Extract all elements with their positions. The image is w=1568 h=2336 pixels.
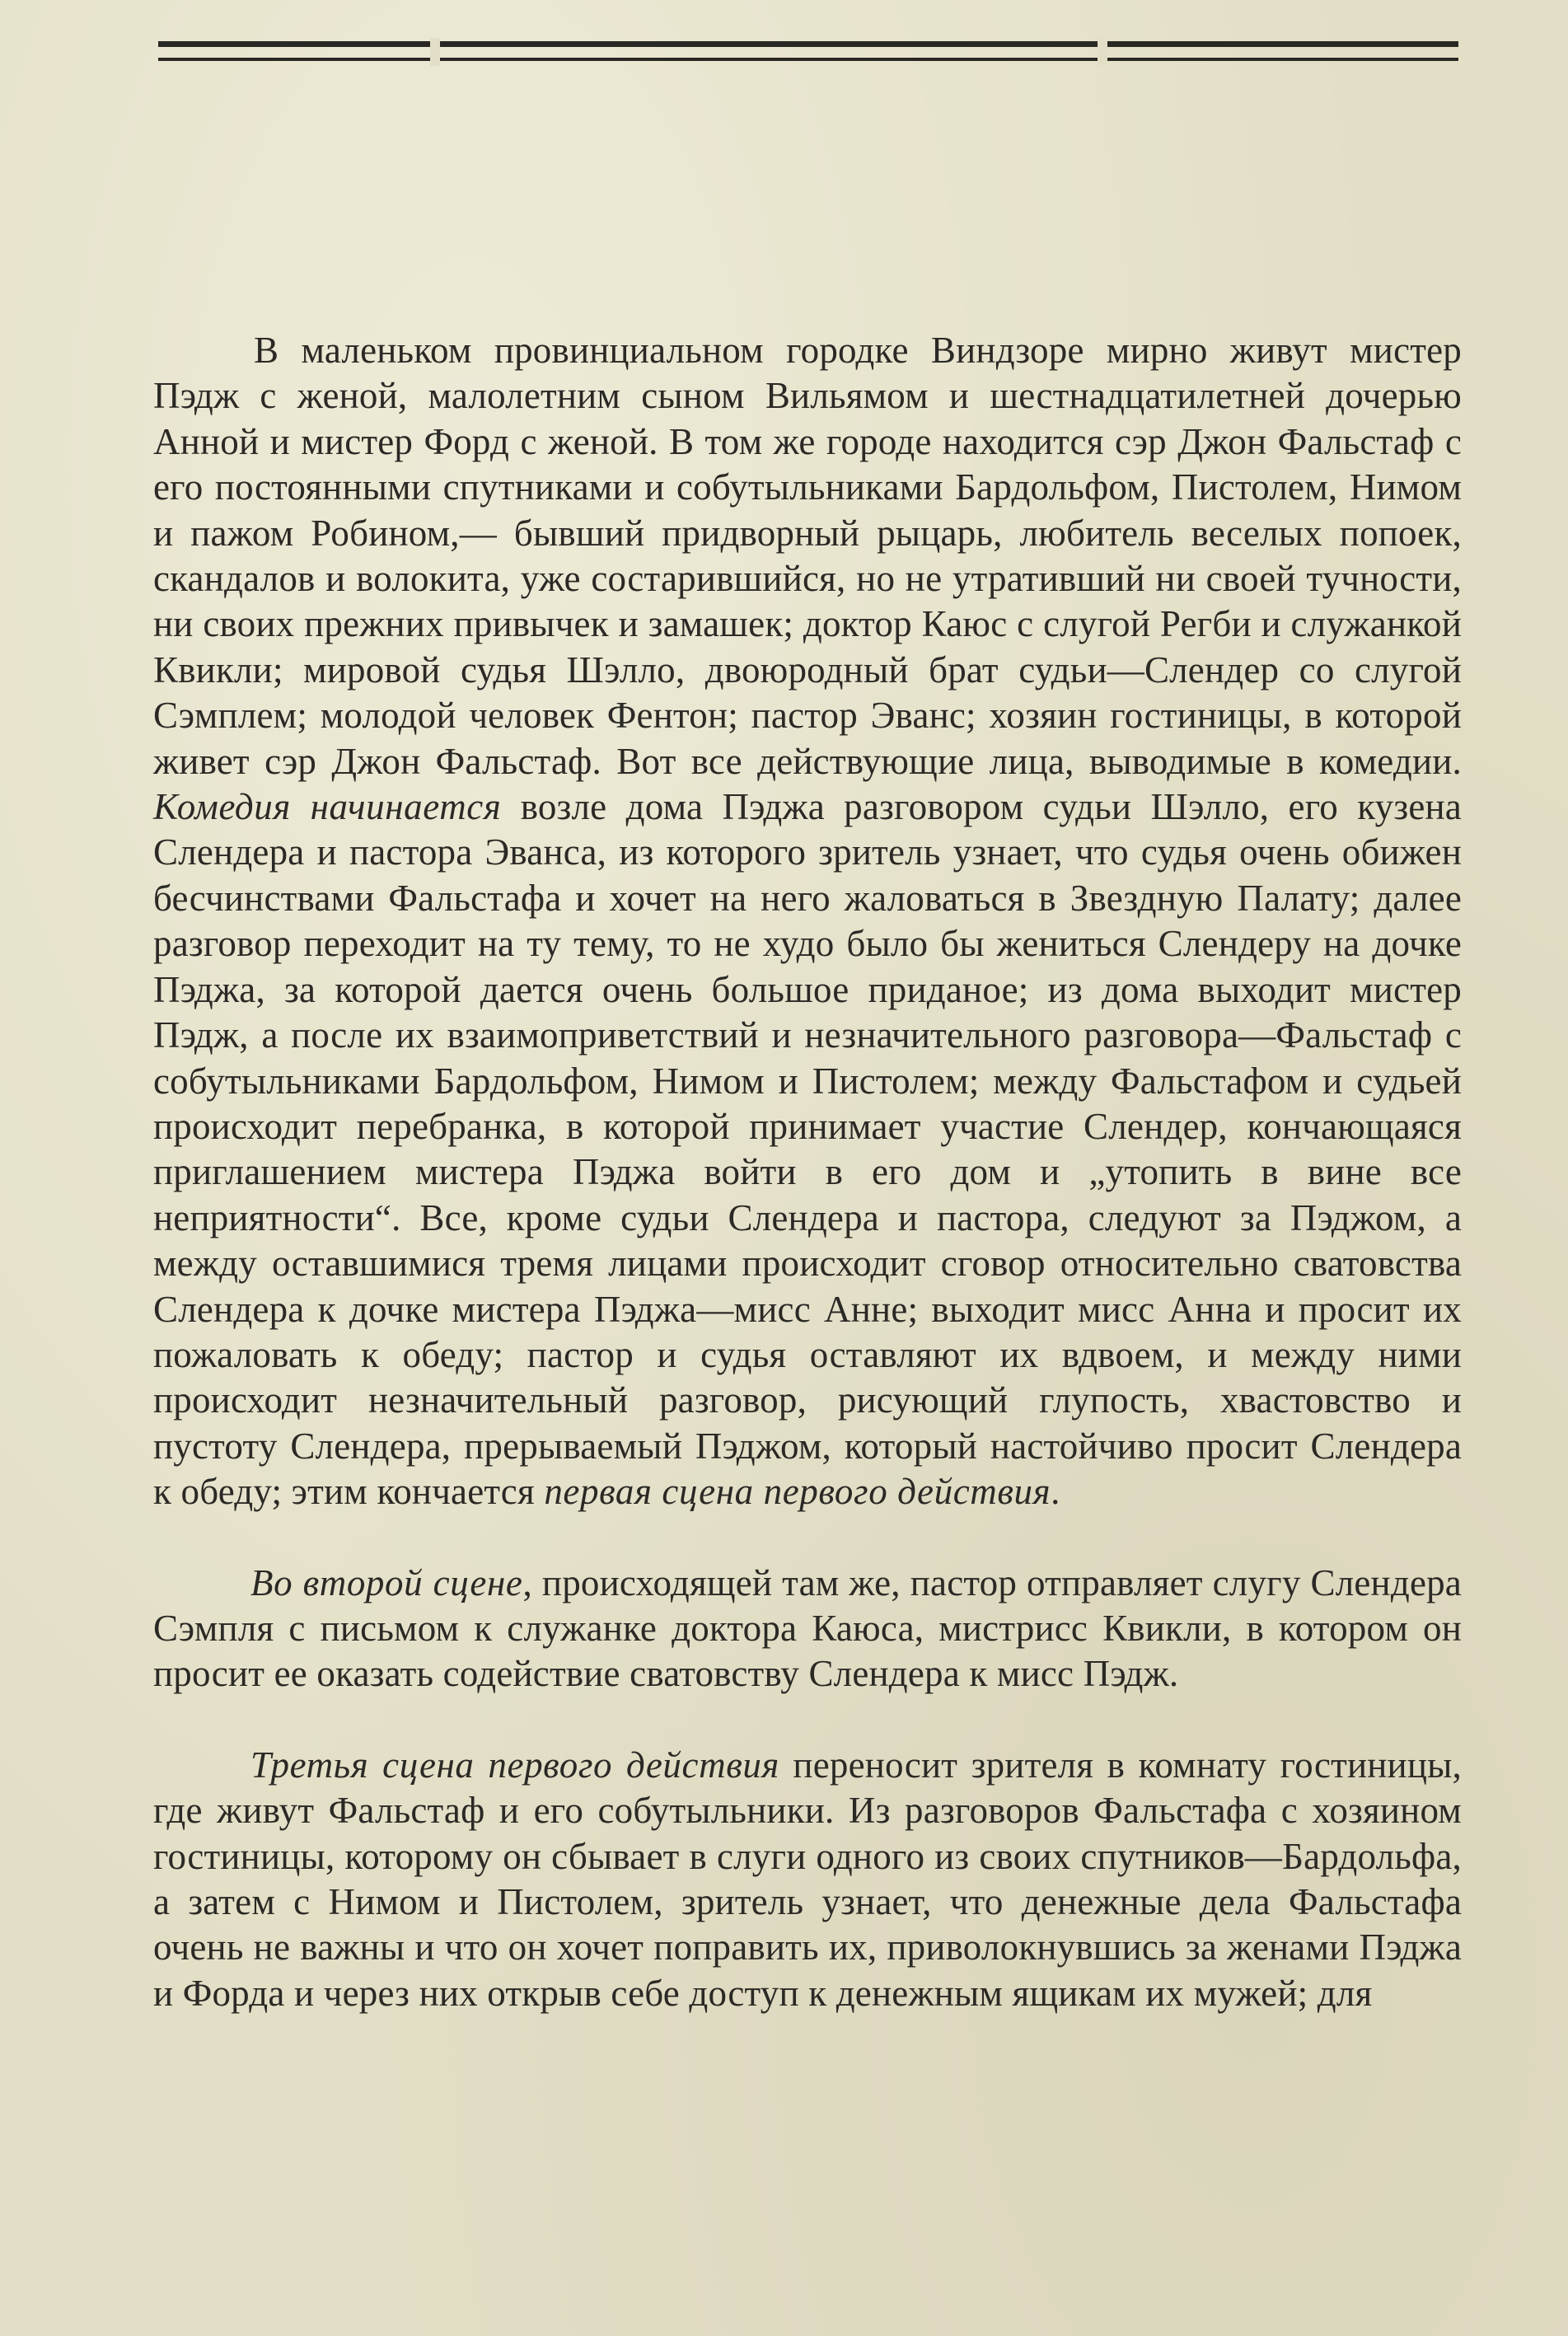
text-segment: возле дома Пэджа разговором судьи Шэлло, его кузена Слендера и пастора Эванса, из которого зритель узнает, что судья очень обижен бесчинствами Фальстафа и хочет на него жаловаться в Звездную Палату; далее разговор переходит на ту тему, то не худо было бы жениться Слендеру на дочке Пэджа, за которой дается очень большое приданое; из дома выходит мистер Пэдж, а после их взаимоприветствий и незначительного разговора—Фальстаф с собутыльниками Бардольфом, Нимом и Пистолем; между Фальстафом и судьей происходит перебранка, в которой принимает участие Слендер, кончающаяся приглашением мистера Пэджа войти в его дом и „утопить в вине все неприятности“. Все, кроме судьи Слендера и пастора, следуют за Пэджом, а между оставшимися тремя лицами происходит сговор относительно сватовства Слендера к дочке мистера Пэджа—мисс Анне; выходит мисс Анна и просит их пожаловать к обеду; пастор и судья оставляют их вдвоем, и между ними происходит незначительный разговор, рисующий глупость, хвастовство и пустоту Слендера, прерываемый Пэджом, который настойчиво просит Слендера к обеду; этим кончается (153, 786, 1462, 1513)
header-rule-thick (158, 41, 1458, 47)
text-segment: переносит зрителя в комнату гостиницы, где живут Фальстаф и его собутыльники. Из разговоров Фальстафа с хозяином гостиницы, которому он сбывает в слуги одного из своих спутников—Бардольфа, а затем с Нимом и Пистолем, зритель узнает, что денежные дела Фальстафа очень не важны и что он хочет поправить их, приволокнувшись за женами Пэджа и Форда и через них открыв себе доступ к денежным ящикам их мужей; для (153, 1744, 1462, 2014)
body-text (153, 328, 1462, 2016)
paragraph-synopsis-act1-scene2 (153, 1561, 1462, 1697)
paragraph-synopsis-act1-scene3 (153, 1743, 1462, 2016)
header-rule-thin (158, 58, 1458, 61)
text-segment-italic: первая сцена первого действия (544, 1471, 1051, 1513)
paragraph-synopsis-act1-scene1 (153, 328, 1462, 1515)
header-rule-break (430, 38, 440, 66)
text-segment-italic: Третья сцена первого действия (250, 1744, 779, 1786)
text-segment: В маленьком провинциальном городке Виндзоре мирно живут мистер Пэдж с женой, малолетним сыном Вильямом и шестнадцатилетней дочерью Анной и мистер Форд с женой. В том же городе находится сэр Джон Фальстаф с его постоянными спутниками и собутыльниками Бардольфом, Пистолем, Нимом и пажом Робином,— бывший придворный рыцарь, любитель веселых попоек, скандалов и волокита, уже состарившийся, но не утративший ни своей тучности, ни своих прежних привычек и замашек; доктор Каюс с слугой Регби и служанкой Квикли; мировой судья Шэлло, двоюродный брат судьи—Слендер со слугой Сэмплем; молодой человек Фентон; пастор Эванс; хозяин гостиницы, в которой живет сэр Джон Фальстаф. Вот все действующие лица, выводимые в комедии. (153, 330, 1462, 782)
text-segment-italic: Комедия начинается (153, 786, 502, 828)
text-segment-italic: Во второй сцене (250, 1561, 523, 1603)
header-rule-break (1098, 38, 1107, 66)
text-segment: , происходящей там же, пастор отправляет слугу Слендера Сэмпля с письмом к служанке доктора Каюса, мистрисс Квикли, в котором он просит ее оказать содействие сватовству Слендера к мисс Пэдж. (153, 1561, 1462, 1695)
text-segment: . (1051, 1471, 1060, 1513)
